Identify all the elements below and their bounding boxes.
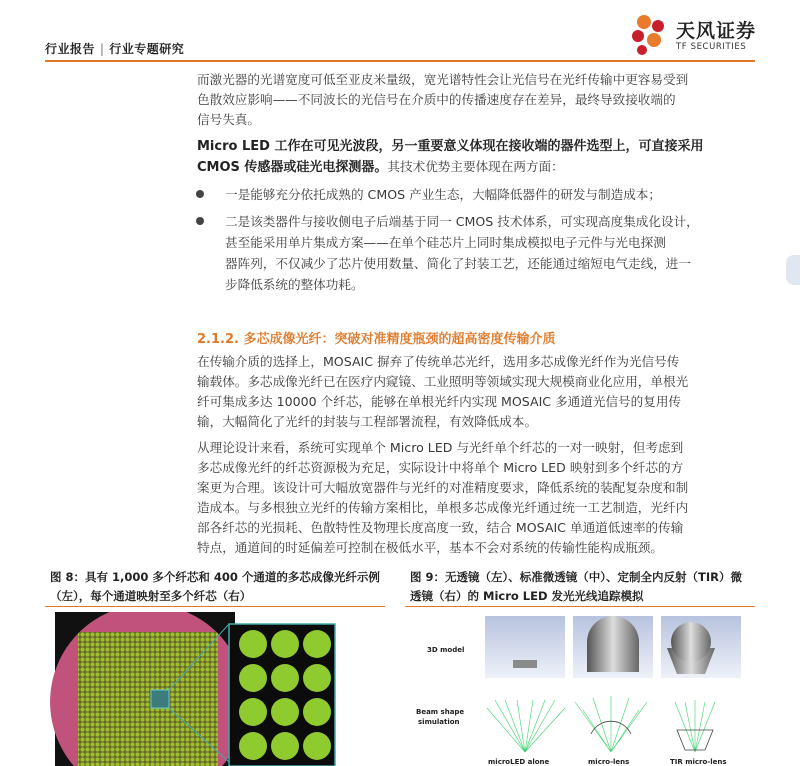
para3-line-4: 输，大幅简化了光纤的封装与工程部署流程，有效降低成本。 (197, 414, 538, 429)
header-rule (45, 60, 755, 62)
fig9-label-col2: micro-lens (588, 758, 630, 766)
lead-line-2 (197, 157, 745, 178)
category-label: 行业报告 (45, 42, 96, 56)
lead-line-1: Micro LED 工作在可见光波段，另一重要意义体现在接收端的器件选型上，可直接采用 (197, 139, 704, 154)
section-title: 2.1.2. 多芯成像光纤：突破对准精度瓶颈的超高密度传输介质 (197, 332, 556, 347)
category-separator: | (99, 42, 105, 56)
fig8-title-line-1: 图 8：具有 1,000 多个纤芯和 400 个通道的多芯成像光纤示例 (50, 570, 380, 584)
para3-line-2: 输载体。多芯成像光纤已在医疗内窥镜、工业照明等领域实现大规模商业化应用，单根光 (197, 374, 689, 389)
bullet-dot-1 (196, 190, 204, 198)
para-top-line-1: 而激光器的光谱宽度可低至亚皮米量级，宽光谱特性会让光信号在光纤传输中更容易受到 (197, 72, 689, 87)
fig8-title-line-2: （左），每个通道映射至多个纤芯（右） (50, 589, 252, 603)
para4-line-3: 案更为合理。该设计可大幅放宽器件与光纤的对准精度要求，降低系统的装配复杂度和制 (197, 480, 689, 495)
report-category (45, 40, 184, 57)
para3-line-1: 在传输介质的选择上，MOSAIC 摒弃了传统单芯光纤，选用多芯成像光纤作为光信号传 (197, 354, 680, 369)
fig9-label-col3: TIR micro-lens (670, 758, 727, 766)
bullet-2-line-4: 步降低系统的整体功耗。 (225, 277, 364, 292)
para4-line-4: 造成本。与多根独立光纤的传输方案相比，单根多芯成像光纤通过统一工艺制造，光纤内 (197, 500, 689, 515)
para4-line-1: 从理论设计来看，系统可实现单个 Micro LED 与光纤单个纤芯的一对一映射，但考虑到 (197, 440, 684, 455)
fig9-image (405, 612, 755, 766)
fig8-title (50, 568, 395, 606)
bullet-1-line-1: 一是能够充分依托成熟的 CMOS 产业生态，大幅降低器件的研发与制造成本； (225, 187, 661, 202)
bullet-dot-2 (196, 217, 204, 225)
para-top-line-2: 色散效应影响——不同波长的光信号在介质中的传播速度存在差异，最终导致接收端的 (197, 92, 676, 107)
subcategory-label: 行业专题研究 (109, 42, 185, 56)
fig9-title-line-1: 图 9：无透镜（左）、标准微透镜（中）、定制全内反射（TIR）微 (410, 570, 742, 584)
lead-line-2-bold: CMOS 传感器或硅光电探测器。 (197, 160, 388, 175)
fig9-label-beam-1: Beam shape (416, 708, 465, 716)
para3-line-3: 纤可集成多达 10000 个纤芯，能够在单根光纤内实现 MOSAIC 多通道光信号的复用传 (197, 394, 682, 409)
fig9-label-3d-model: 3D model (427, 646, 465, 654)
fig9-label-beam-2: simulation (418, 718, 460, 726)
fig9-label-col1: microLED alone (488, 758, 550, 766)
fig8-rule (45, 606, 385, 607)
fig9-rule (405, 606, 755, 607)
para-top-line-3: 信号失真。 (197, 112, 260, 127)
para4-line-2: 多芯成像光纤的纤芯资源极为充足，实际设计中将单个 Micro LED 映射到多个纤芯的方 (197, 460, 684, 475)
para4-line-6: 特点，通道间的时延偏差可控制在极低水平，基本不会对系统的传输性能构成瓶颈。 (197, 540, 663, 555)
fig9-title-line-2: 透镜（右）的 Micro LED 发光光线追踪模拟 (410, 589, 644, 603)
lead-line-2-tail: 其技术优势主要体现在两方面： (387, 159, 564, 174)
bullet-2-line-2: 甚至能采用单片集成方案——在单个硅芯片上同时集成模拟电子元件与光电探测 (225, 235, 666, 250)
bullet-2-line-1: 二是该类器件与接收侧电子后端基于同一 CMOS 技术体系，可实现高度集成化设计， (225, 214, 699, 229)
fig8-image (45, 612, 395, 766)
fig9-title (410, 568, 755, 606)
logo-text-en: TF SECURITIES (676, 42, 747, 52)
para4-line-5: 部各纤芯的光损耗、色散特性及物理长度高度一致，结合 MOSAIC 单通道低速率的传输 (197, 520, 684, 535)
side-panel-handle[interactable] (786, 255, 800, 285)
bullet-2-line-3: 器阵列，不仅减少了芯片使用数量、简化了封装工艺，还能通过缩短电气走线，进一 (225, 256, 691, 271)
logo-text-cn: 天风证券 (676, 20, 757, 42)
